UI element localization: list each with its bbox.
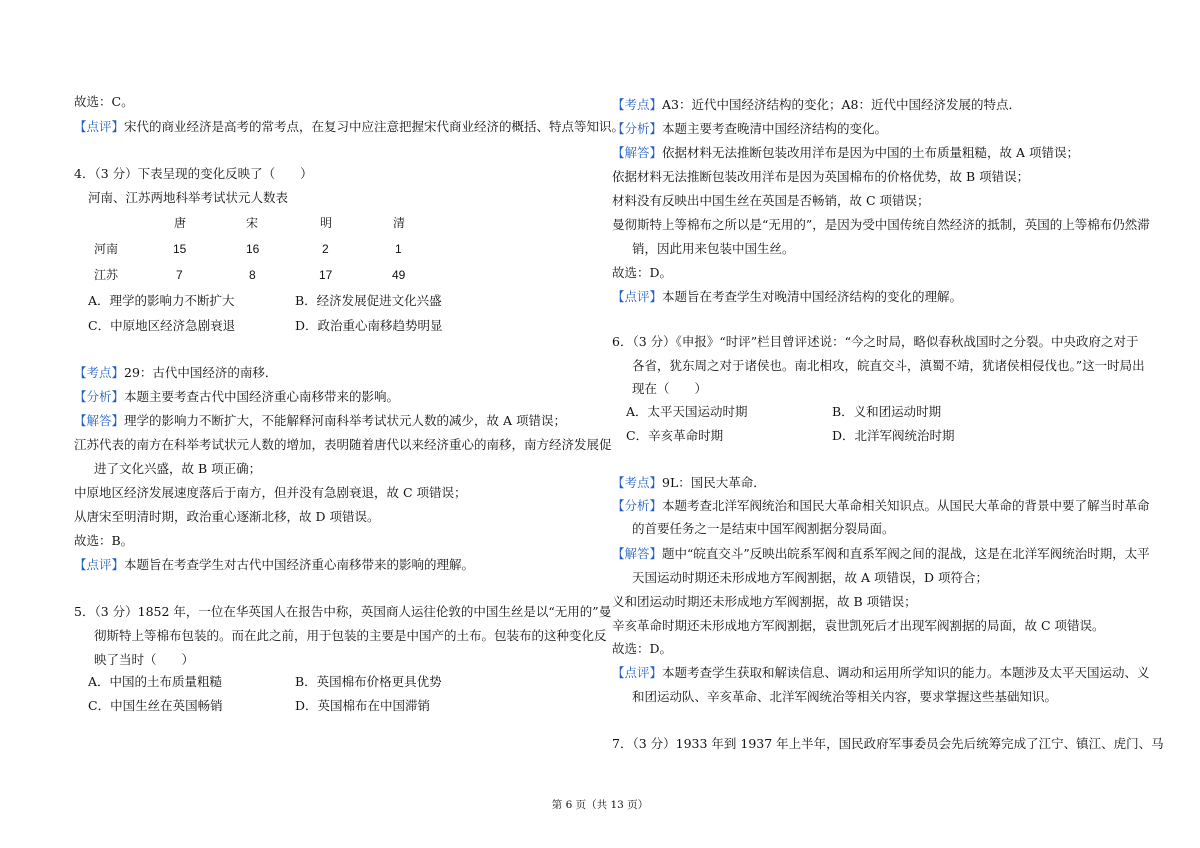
q4-answer: 故选：B。 [74,533,134,548]
q6-fenxi-2: 的首要任务之一是结束中国军阀割据分裂局面。 [632,521,895,536]
jieda-text: 依据材料无法推断包装改用洋布是因为中国的土布质量粗糙，故 A 项错误； [662,145,1079,160]
jieda-tag: 【解答】 [612,145,663,160]
q4-table-caption: 河南、江苏两地科举考试状元人数表 [88,190,289,205]
dianping-tag: 【点评】 [612,289,663,304]
q5-jieda-2: 依据材料无法推断包装改用洋布是因为英国棉布的价格优势，故 B 项错误； [612,169,1030,184]
q5-answer: 故选：D。 [612,265,673,280]
q6-stem-2: 各省，犹东周之对于诸侯也。南北相攻，皖直交斗，滇蜀不靖，犹诸侯相侵伐也。”这一时局出 [632,358,1145,373]
table-row-label: 河南 [94,242,119,256]
q4-kaodian [74,364,277,382]
q6-option-c: C．辛亥革命时期 [626,428,724,443]
kaodian-tag: 【考点】 [74,365,125,380]
q4-jieda [74,412,566,430]
jieda-text: 理学的影响力不断扩大，不能解释河南科举考试状元人数的减少，故 A 项错误； [124,413,566,428]
q4-option-c: C．中原地区经济急剧衰退 [88,318,236,333]
q4-jieda-2b: 进了文化兴盛，故 B 项正确； [94,461,262,476]
dianping-text: 本题旨在考查学生对晚清中国经济结构的变化的理解。 [662,289,963,304]
page-footer: 第 6 页（共 13 页） [551,799,649,811]
q5-option-b: B．英国棉布价格更具优势 [295,674,442,689]
dianping-tag: 【点评】 [612,665,663,680]
q5-jieda-3: 材料没有反映出中国生丝在英国是否畅销，故 C 项错误； [612,193,930,208]
q6-stem-3: 现在（ ） [632,381,708,396]
fenxi-tag: 【分析】 [612,498,663,513]
q6-kaodian [612,474,766,492]
fenxi-tag: 【分析】 [74,389,125,404]
q6-option-d: D．北洋军阀统治时期 [832,428,955,443]
q3-answer: 故选：C。 [74,94,134,109]
q5-dianping [612,288,962,306]
q5-jieda-4a: 曼彻斯特上等棉布之所以是“无用的”，是因为受中国传统自然经济的抵制，英国的上等棉布仍然滞 [612,217,1150,232]
table-cell: 1 [395,242,402,256]
kaodian-text: 29：古代中国经济的南移． [124,365,278,380]
table-cell: 8 [249,268,256,282]
q6-answer: 故选：D。 [612,641,673,656]
q4-stem: 4．（3 分）下表呈现的变化反映了（ ） [74,166,313,181]
kaodian-text: A3：近代中国经济结构的变化；A8：近代中国经济发展的特点． [662,97,1021,112]
q5-option-d: D．英国棉布在中国滞销 [295,698,431,713]
q6-dianping-2: 和团运动队、辛亥革命、北洋军阀统治等相关内容，要求掌握这些基础知识。 [632,689,1058,704]
dianping-text: 本题考查学生获取和解读信息、调动和运用所学知识的能力。本题涉及太平天国运动、义 [662,665,1150,680]
q4-option-d: D．政治重心南移趋势明显 [295,318,443,333]
fenxi-text: 本题考查北洋军阀统治和国民大革命相关知识点。从国民大革命的背景中要了解当时革命 [662,498,1150,513]
table-cell: 49 [392,268,406,282]
q4-fenxi [74,388,399,406]
kaodian-tag: 【考点】 [612,475,663,490]
table-cell: 17 [319,268,333,282]
q4-option-a: A．理学的影响力不断扩大 [88,293,235,308]
q6-jieda-3: 辛亥革命时期还未形成地方军阀割据，袁世凯死后才出现军阀割据的局面，故 C 项错误。 [612,618,1105,633]
fenxi-text: 本题主要考查晚清中国经济结构的变化。 [662,121,888,136]
dianping-text: 本题旨在考查学生对古代中国经济重心南移带来的影响的理解。 [124,557,475,572]
q5-option-c: C．中国生丝在英国畅销 [88,698,223,713]
table-cell: 7 [176,268,183,282]
q6-dianping [612,664,1150,682]
fenxi-tag: 【分析】 [612,121,663,136]
table-header: 明 [320,216,333,230]
q5-fenxi [612,120,887,138]
q5-stem-3: 映了当时（ ） [94,652,195,667]
comment-text: 宋代的商业经济是高考的常考点，在复习中应注意把握宋代商业经济的概括、特点等知识。 [124,119,625,134]
fenxi-text: 本题主要考查古代中国经济重心南移带来的影响。 [124,389,400,404]
q6-stem-1: 6．（3 分）《申报》“时评”栏目曾评述说：“今之时局，略似春秋战国时之分裂。中央政府之对于 [612,334,1139,349]
table-cell: 16 [246,242,260,256]
table-row-label: 江苏 [94,268,119,282]
jieda-tag: 【解答】 [74,413,125,428]
q6-jieda-1b: 天国运动时期还未形成地方军阀割据，故 A 项错误，D 项符合； [632,570,988,585]
q5-jieda-4b: 销，因此用来包装中国生丝。 [632,241,795,256]
q6-jieda-2: 义和团运动时期还未形成地方军阀割据，故 B 项错误； [612,594,917,609]
q5-option-a: A．中国的土布质量粗糙 [88,674,223,689]
q6-option-a: A．太平天国运动时期 [626,404,748,419]
jieda-tag: 【解答】 [612,546,663,561]
q4-jieda-4: 从唐宋至明清时期，政治重心逐渐北移，故 D 项错误。 [74,509,380,524]
table-header: 唐 [174,216,187,230]
jieda-text: 题中“皖直交斗”反映出皖系军阀和直系军阀之间的混战，这是在北洋军阀统治时期，太平 [662,546,1150,561]
q5-stem-1: 5．（3 分）1852 年，一位在华英国人在报告中称，英国商人运往伦敦的中国生丝是以“无用的”曼 [74,604,612,619]
q7-stem-1: 7．（3 分）1933 年到 1937 年上半年，国民政府军事委员会先后统筹完成了江宁、镇江、虎门、马 [612,736,1164,751]
q5-stem-2: 彻斯特上等棉布包装的。而在此之前，用于包装的主要是中国产的土布。包装布的这种变化反 [94,628,607,643]
table-cell: 2 [322,242,329,256]
table-header: 清 [393,216,406,230]
table-cell: 15 [173,242,187,256]
q5-jieda [612,144,1079,162]
q4-dianping [74,556,474,574]
q5-kaodian [612,96,1021,114]
dianping-tag: 【点评】 [74,557,125,572]
q3-comment [74,118,624,136]
q6-option-b: B．义和团运动时期 [832,404,942,419]
q4-jieda-3: 中原地区经济发展速度落后于南方，但并没有急剧衰退，故 C 项错误； [74,485,467,500]
q6-jieda [612,545,1150,563]
kaodian-text: 9L：国民大革命． [662,475,766,490]
q4-jieda-2a: 江苏代表的南方在科举考试状元人数的增加，表明随着唐代以来经济重心的南移，南方经济发展促 [74,437,612,452]
q4-option-b: B．经济发展促进文化兴盛 [295,293,442,308]
table-header: 宋 [246,216,259,230]
kaodian-tag: 【考点】 [612,97,663,112]
comment-tag: 【点评】 [74,119,125,134]
q6-fenxi [612,497,1150,515]
